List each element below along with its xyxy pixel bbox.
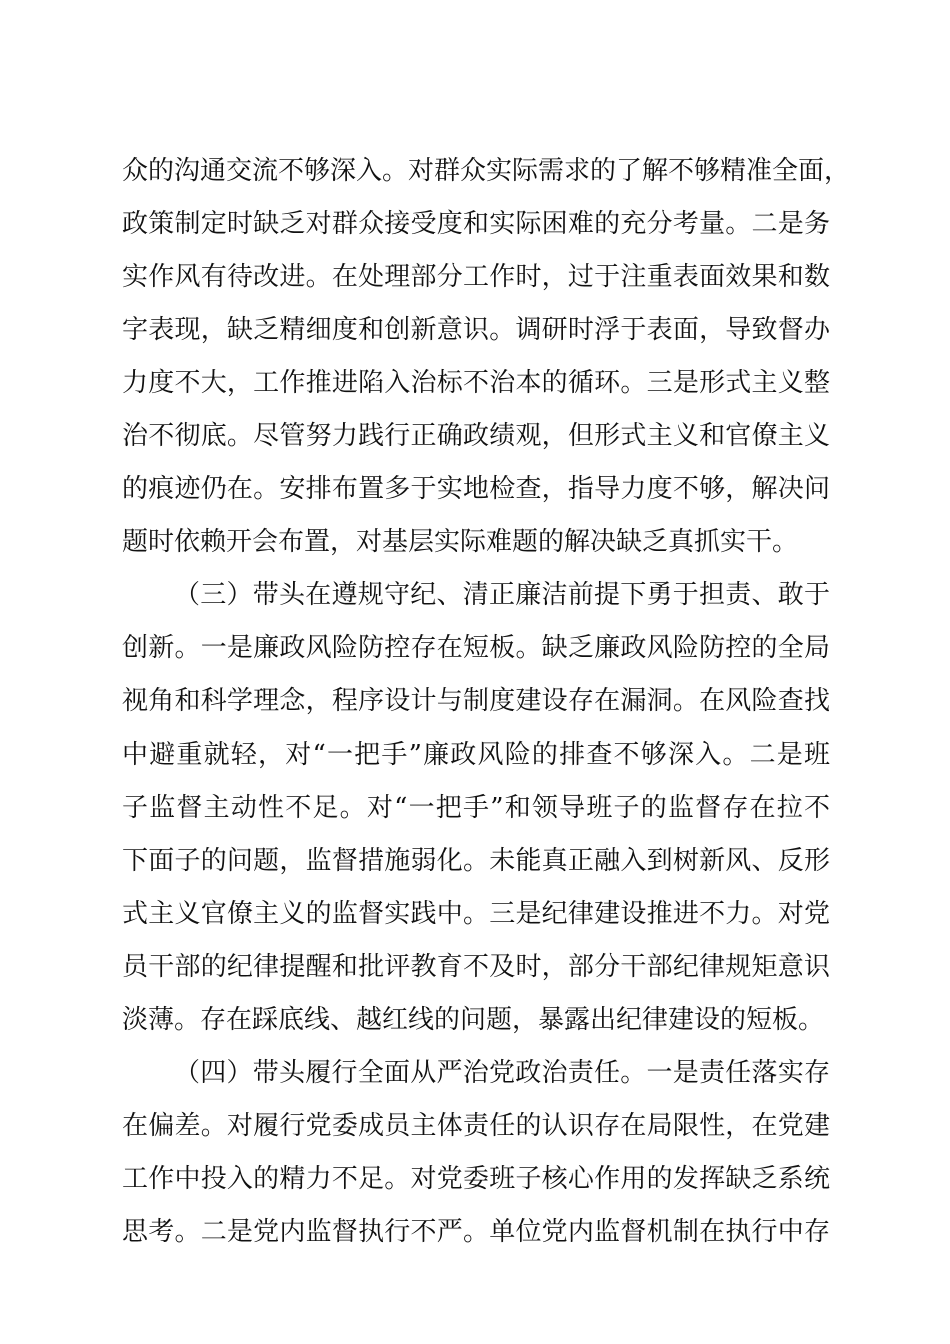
text-line: 式主义官僚主义的监督实践中。三是纪律建设推进不力。对党 <box>122 898 830 929</box>
text-line: 众的沟通交流不够深入。对群众实际需求的了解不够精准全面， <box>122 156 851 186</box>
text-line: 创新。一是廉政风险防控存在短板。缺乏廉政风险防控的全局 <box>122 633 830 664</box>
text-line: 政策制定时缺乏对群众接受度和实际困难的充分考量。二是务 <box>122 209 830 240</box>
text-line: 视角和科学理念，程序设计与制度建设存在漏洞。在风险查找 <box>122 686 830 717</box>
document-body <box>122 145 851 1259</box>
section-heading-line: （四）带头履行全面从严治党政治责任。一是责任落实存 <box>174 1057 830 1088</box>
section-heading-line: （三）带头在遵规守纪、清正廉洁前提下勇于担责、敢于 <box>174 580 830 611</box>
text-line: 在偏差。对履行党委成员主体责任的认识存在局限性，在党建 <box>122 1110 830 1141</box>
text-line: 中避重就轻，对“一把手”廉政风险的排查不够深入。二是班 <box>122 739 830 770</box>
text-line: 治不彻底。尽管努力践行正确政绩观，但形式主义和官僚主义 <box>122 421 830 452</box>
text-line: 淡薄。存在踩底线、越红线的问题，暴露出纪律建设的短板。 <box>122 1004 825 1035</box>
text-line: 工作中投入的精力不足。对党委班子核心作用的发挥缺乏系统 <box>122 1163 830 1194</box>
text-line: 员干部的纪律提醒和批评教育不及时，部分干部纪律规矩意识 <box>122 951 830 982</box>
text-line: 的痕迹仍在。安排布置多于实地检查，指导力度不够，解决问 <box>122 474 830 505</box>
text-line: 实作风有待改进。在处理部分工作时，过于注重表面效果和数 <box>122 262 830 293</box>
text-line: 力度不大，工作推进陷入治标不治本的循环。三是形式主义整 <box>122 368 830 399</box>
text-line: 子监督主动性不足。对“一把手”和领导班子的监督存在拉不 <box>122 792 830 823</box>
text-line: 字表现，缺乏精细度和创新意识。调研时浮于表面，导致督办 <box>122 315 830 346</box>
text-line: 下面子的问题，监督措施弱化。未能真正融入到树新风、反形 <box>122 845 830 876</box>
text-line: 题时依赖开会布置，对基层实际难题的解决缺乏真抓实干。 <box>122 527 799 558</box>
text-line: 思考。二是党内监督执行不严。单位党内监督机制在执行中存 <box>122 1216 830 1247</box>
